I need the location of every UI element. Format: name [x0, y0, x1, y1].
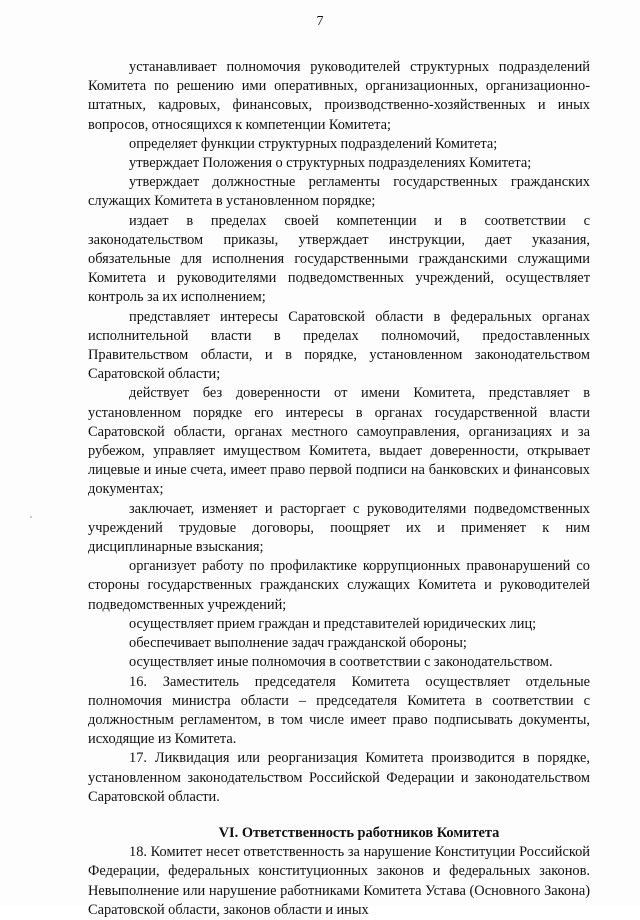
paragraph: обеспечивает выполнение задач гражданской обороны; — [129, 635, 467, 652]
scan-speck — [30, 516, 32, 518]
paragraph: осуществляет прием граждан и представителей юридических лиц; — [129, 615, 537, 632]
paragraph-item-17: 17. Ликвидация или реорганизация Комитета производится в порядке, установленном законодательством Российской Федерации и законодательством Саратовской области. — [88, 750, 590, 805]
paragraph-item-18: 18. Комитет несет ответственность за нарушение Конституции Российской Федерации, федеральных конституционных законов и федеральных законов. Невыполнение или нарушение работниками Комитета Устава (Основного Закона) Саратовской области, законов области и иных — [88, 844, 590, 918]
paragraph: утверждает должностные регламенты государственных гражданских служащих Комитета в установленном порядке; — [88, 174, 590, 210]
paragraph: представляет интересы Саратовской области в федеральных органах исполнительной власти в пределах полномочий, предоставленных Правительством области, и в порядке, установленном законодательством Саратовской области; — [88, 308, 590, 383]
paragraph: заключает, изменяет и расторгает с руководителями подведомственных учреждений трудовые договоры, поощряет их и применяет к ним дисциплинарные взыскания; — [88, 500, 590, 556]
paragraph-item-16: 16. Заместитель председателя Комитета осуществляет отдельные полномочия министра области – председателя Комитета в соответствии с должностным регламентом, в том числе имеет право подписывать документы, исходящие из Комитета. — [88, 673, 590, 748]
paragraph: издает в пределах своей компетенции и в соответствии с законодательством приказы, утверждает инструкции, дает указания, обязательные для исполнения государственными гражданскими служащими Комитета и руководителями подведомственных учреждений, осуществляет контроль за их исполнением; — [88, 212, 590, 306]
paragraph: устанавливает полномочия руководителей структурных подразделений Комитета по решению ими оперативных, организационных, организационно-штатных, кадровых, финансовых, производственно-хозяйственных и иных вопросов, относящихся к компетенции Комитета; — [88, 59, 590, 133]
paragraph: осуществляет иные полномочия в соответствии с законодательством. — [129, 654, 553, 671]
page-number: 7 — [316, 14, 324, 29]
paragraph: действует без доверенности от имени Комитета, представляет в установленном порядке его интересы в органах государственной власти Саратовской области, органах местного самоуправления, организациях и за рубежом, управляет имуществом Комитета, выдает доверенности, открывает лицевые и иные счета, имеет право первой подписи на банковских и финансовых документах; — [88, 385, 590, 498]
paragraph: организует работу по профилактике коррупционных правонарушений со стороны государственных гражданских служащих Комитета и руководителей подведомственных учреждений; — [88, 558, 590, 613]
paragraph: определяет функции структурных подразделений Комитета; — [129, 135, 498, 152]
document-body — [88, 58, 590, 920]
section-heading: VI. Ответственность работников Комитета — [218, 824, 500, 841]
paragraph: утверждает Положения о структурных подразделениях Комитета; — [129, 155, 532, 172]
